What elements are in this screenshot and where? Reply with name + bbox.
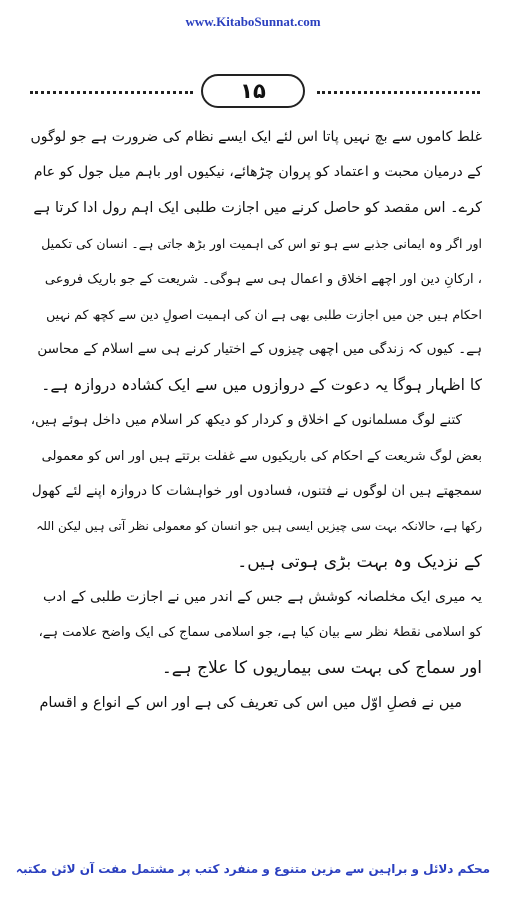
body-text	[30, 120, 482, 722]
dotted-rule-left	[30, 91, 193, 94]
text-line: ، ارکانِ دین اور اچھے اخلاق و اعمال ہی سے ہوگی۔ شریعت کے جو باریک فروعی	[44, 271, 482, 287]
text-line: یہ میری ایک مخلصانہ کوشش ہے جس کے اندر میں نے اجازت طلبی کے ادب	[42, 589, 482, 606]
text-line: کرے۔ اس مقصد کو حاصل کرنے میں اجازت طلبی ایک اہم رول ادا کرتا ہے	[33, 199, 482, 216]
text-line: کے درمیان محبت و اعتماد کو پروان چڑھائے، نیکیوں اور باہم میل جول کو عام	[33, 164, 482, 181]
dotted-rule-right	[317, 91, 480, 94]
text-line: اور اگر وہ ایمانی جذبے سے ہو تو اس کی اہمیت اور بڑھ جاتی ہے۔ انسان کی تکمیل	[41, 236, 482, 252]
page-number-badge: ۱۵	[201, 74, 305, 108]
text-line: اور سماج کی بہت سی بیماریوں کا علاج ہے۔	[161, 657, 482, 678]
site-url[interactable]: www.KitaboSunnat.com	[185, 14, 321, 29]
text-line: بعض لوگ شریعت کے احکام کی باریکیوں سے غفلت برتتے ہیں اور اس کو معمولی	[41, 448, 482, 464]
text-line: کا اظہار ہوگا یہ دعوت کے دروازوں میں سے ایک کشادہ دروازہ ہے۔	[41, 375, 482, 394]
text-line: ہے۔ کیوں کہ زندگی میں اچھی چیزوں کے اختیار کرنے ہی سے اسلام کے محاسن	[37, 341, 482, 358]
text-line: میں نے فصلِ اوّل میں اس کی تعریف کی ہے اور اس کے انواع و اقسام	[39, 695, 462, 712]
footer-tagline: محکم دلائل و براہین سے مزین متنوع و منفرد کتب پر مشتمل مفت آن لائن مکتبہ	[15, 862, 491, 876]
text-line: کو اسلامی نقطۂ نظر سے بیان کیا ہے، جو اسلامی سماج کی ایک واضح علامت ہے،	[38, 625, 482, 641]
text-line: احکام ہیں جن میں اجازت طلبی بھی ہے ان کی اہمیت اصولِ دین سے کچھ کم نہیں	[46, 306, 482, 322]
text-line: غلط کاموں سے بچ نہیں پاتا اس لئے ایک ایسے نظام کی ضرورت ہے جو لوگوں	[30, 129, 482, 145]
text-line: کتنے لوگ مسلمانوں کے اخلاق و کردار کو دیکھ کر اسلام میں داخل ہوئے ہیں،	[30, 412, 462, 429]
text-line: کے نزدیک وہ بہت بڑی ہوتی ہیں۔	[237, 551, 482, 572]
text-line: رکھا ہے، حالانکہ بہت سی چیزیں ایسی ہیں جو انسان کو معمولی نظر آتی ہیں لیکن اللہ	[36, 519, 482, 534]
page-header	[30, 72, 480, 112]
text-line: سمجھتے ہیں ان لوگوں نے فتنوں، فسادوں اور خواہشات کا دروازہ اپنے لئے کھول	[31, 482, 482, 499]
